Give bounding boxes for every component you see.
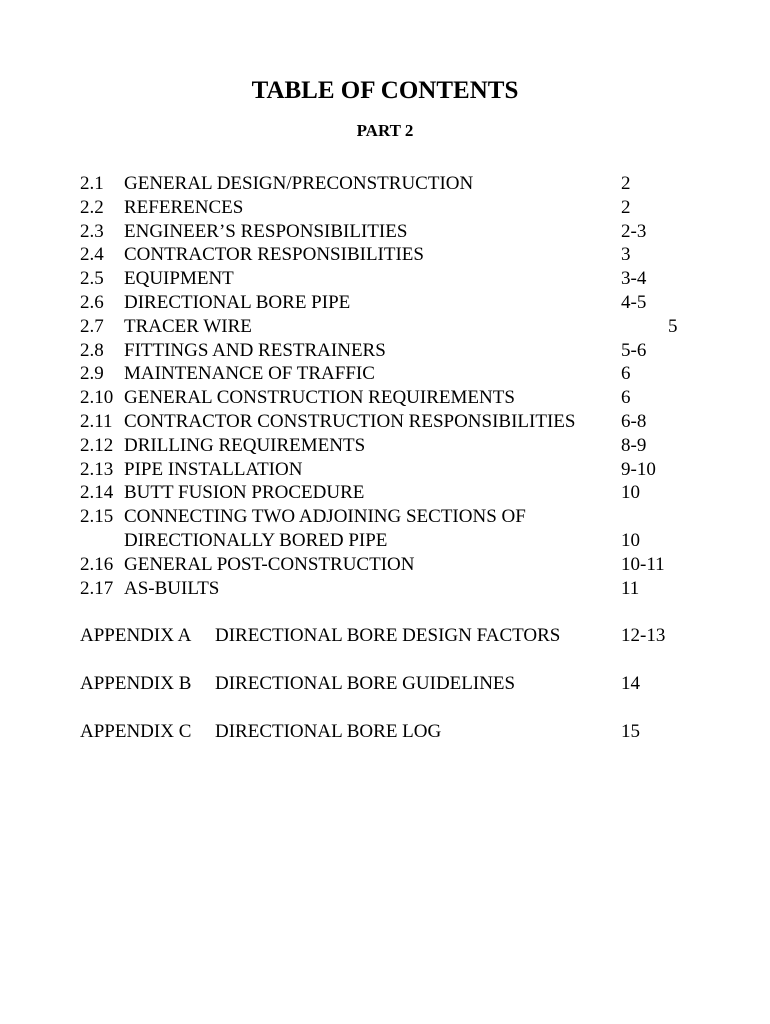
toc-page-number: 10: [621, 529, 640, 551]
toc-section-number: 2.10: [80, 387, 114, 409]
appendix-label: APPENDIX A: [80, 625, 192, 646]
toc-row: [80, 410, 720, 434]
toc-row: [80, 553, 720, 577]
page-subtitle: PART 2: [356, 121, 414, 140]
toc-section-number: 2.2: [80, 196, 104, 218]
appendix-page-number: 12-13: [621, 625, 666, 646]
toc-page-number: 11: [621, 577, 640, 599]
appendix-label: APPENDIX B: [80, 673, 192, 694]
toc-section-title: GENERAL CONSTRUCTION REQUIREMENTS: [124, 387, 515, 409]
toc-section-number: 2.13: [80, 458, 114, 480]
toc-row: [80, 196, 720, 220]
toc-page-number: 6: [621, 387, 631, 409]
toc-section-number: 2.12: [80, 434, 114, 456]
toc-section-number: 2.16: [80, 553, 114, 575]
toc-section-title: CONNECTING TWO ADJOINING SECTIONS OF: [124, 506, 526, 528]
toc-row: [80, 362, 720, 386]
toc-page-number: 6-8: [621, 410, 647, 432]
toc-row: [80, 481, 720, 505]
toc-section-number: 2.7: [80, 315, 104, 337]
toc-row: [80, 339, 720, 363]
toc-section-number: 2.1: [80, 173, 104, 194]
toc-section-title: GENERAL DESIGN/PRECONSTRUCTION: [124, 173, 474, 194]
toc-page-number: 10-11: [621, 553, 665, 575]
toc-section-title: DRILLING REQUIREMENTS: [124, 434, 366, 456]
toc-section-number: 2.11: [80, 410, 113, 432]
toc-section-title: BUTT FUSION PROCEDURE: [124, 482, 365, 504]
toc-row: [80, 172, 720, 196]
toc-row: [80, 458, 720, 482]
toc-section-title: MAINTENANCE OF TRAFFIC: [124, 363, 375, 385]
toc-row: [80, 291, 720, 315]
toc-row: [80, 505, 720, 529]
toc-section-number: 2.4: [80, 244, 104, 266]
toc-row: [80, 577, 720, 601]
toc-section-title: REFERENCES: [124, 196, 244, 218]
toc-section-number: 2.6: [80, 291, 104, 313]
toc-section-title: DIRECTIONAL BORE PIPE: [124, 291, 351, 313]
toc-section-number: 2.3: [80, 220, 104, 242]
toc-page-number: 2-3: [621, 220, 647, 242]
toc-section-title: FITTINGS AND RESTRAINERS: [124, 339, 386, 361]
toc-section-title: PIPE INSTALLATION: [124, 458, 303, 480]
toc-row: [80, 315, 720, 339]
toc-section-title: ENGINEER’S RESPONSIBILITIES: [124, 220, 408, 242]
toc-section-number: 2.8: [80, 339, 104, 361]
appendix-title: DIRECTIONAL BORE DESIGN FACTORS: [215, 625, 561, 646]
appendix-page-number: 15: [621, 721, 640, 742]
toc-section-title: EQUIPMENT: [124, 268, 234, 290]
toc-section-number: 2.5: [80, 268, 104, 290]
toc-row: [80, 386, 720, 410]
toc-list: [80, 172, 720, 600]
toc-row: [80, 267, 720, 291]
toc-page-number: 2: [621, 173, 631, 194]
toc-row: [80, 220, 720, 244]
toc-page-number: 8-9: [621, 434, 647, 456]
toc-section-title: CONTRACTOR CONSTRUCTION RESPONSIBILITIES: [124, 410, 576, 432]
toc-page-number: 3: [621, 244, 631, 266]
toc-page-number: 10: [621, 482, 640, 504]
toc-section-title: AS-BUILTS: [124, 577, 220, 599]
toc-row: [80, 529, 720, 553]
toc-section-number: 2.9: [80, 363, 104, 385]
appendix-title: DIRECTIONAL BORE LOG: [215, 721, 442, 742]
page-title: TABLE OF CONTENTS: [251, 77, 519, 104]
toc-section-number: 2.17: [80, 577, 114, 599]
toc-row: [80, 434, 720, 458]
toc-page-number: 4-5: [621, 291, 647, 313]
appendix-page-number: 14: [621, 673, 640, 694]
appendix-label: APPENDIX C: [80, 721, 192, 742]
toc-section-number: 2.14: [80, 482, 114, 504]
appendix-title: DIRECTIONAL BORE GUIDELINES: [215, 673, 516, 694]
toc-page-number: 5-6: [621, 339, 647, 361]
toc-page-number: 5: [668, 315, 678, 337]
toc-section-title: TRACER WIRE: [124, 315, 252, 337]
toc-row: [80, 243, 720, 267]
toc-section-title: CONTRACTOR RESPONSIBILITIES: [124, 244, 424, 266]
toc-section-title: DIRECTIONALLY BORED PIPE: [124, 529, 388, 551]
toc-section-number: 2.15: [80, 506, 114, 528]
toc-page-number: 2: [621, 196, 631, 218]
toc-page-number: 6: [621, 363, 631, 385]
toc-section-title: GENERAL POST-CONSTRUCTION: [124, 553, 415, 575]
toc-page-number: 3-4: [621, 268, 647, 290]
toc-page-number: 9-10: [621, 458, 656, 480]
